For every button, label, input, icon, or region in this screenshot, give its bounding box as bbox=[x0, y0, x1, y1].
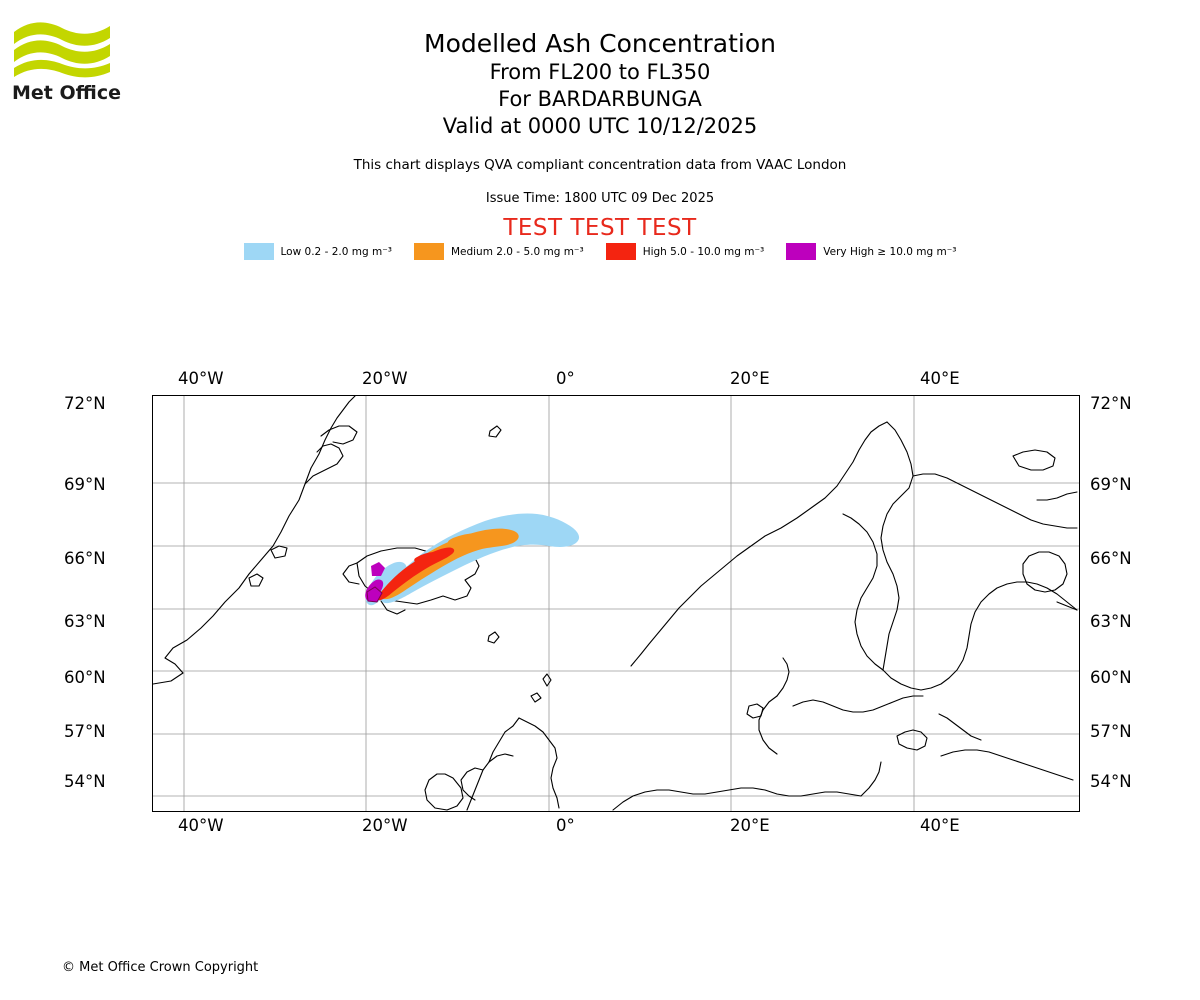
ytick-left-60N: 60°N bbox=[64, 668, 106, 687]
legend-label-high: High 5.0 - 10.0 mg m⁻³ bbox=[642, 245, 765, 258]
met-office-logo-text: Met Office bbox=[12, 82, 121, 104]
ytick-left-63N: 63°N bbox=[64, 612, 106, 631]
ash-plume bbox=[365, 513, 579, 605]
legend-swatch-low bbox=[244, 243, 274, 260]
map-plot-area[interactable] bbox=[152, 395, 1080, 812]
graticule bbox=[153, 396, 1079, 811]
legend-item-low bbox=[244, 243, 392, 260]
xtick-top-0: 0° bbox=[556, 369, 575, 388]
coastlines bbox=[153, 396, 1077, 810]
legend-label-medium: Medium 2.0 - 5.0 mg m⁻³ bbox=[450, 245, 584, 258]
test-banner: TEST TEST TEST bbox=[503, 215, 697, 241]
ytick-right-54N: 54°N bbox=[1090, 772, 1132, 791]
xtick-top-40W: 40°W bbox=[178, 369, 224, 388]
legend-item-very-high bbox=[786, 243, 956, 260]
legend-swatch-very-high bbox=[786, 243, 816, 260]
legend-label-very-high: Very High ≥ 10.0 mg m⁻³ bbox=[823, 245, 957, 258]
title-flight-levels: From FL200 to FL350 bbox=[489, 60, 711, 84]
chart-title-block bbox=[0, 28, 1200, 140]
ytick-left-69N: 69°N bbox=[64, 475, 106, 494]
ytick-right-66N: 66°N bbox=[1090, 549, 1132, 568]
ytick-right-69N: 69°N bbox=[1090, 475, 1132, 494]
page-title: Modelled Ash Concentration bbox=[424, 29, 776, 58]
xtick-bottom-20E: 20°E bbox=[730, 816, 770, 835]
legend-item-medium bbox=[414, 243, 584, 260]
xtick-bottom-0: 0° bbox=[556, 816, 575, 835]
xtick-top-20W: 20°W bbox=[362, 369, 408, 388]
ytick-right-60N: 60°N bbox=[1090, 668, 1132, 687]
xtick-bottom-20W: 20°W bbox=[362, 816, 408, 835]
legend-swatch-high bbox=[606, 243, 636, 260]
chart-description: This chart displays QVA compliant concentration data from VAAC London bbox=[353, 157, 847, 173]
legend-swatch-medium bbox=[414, 243, 444, 260]
copyright-notice: © Met Office Crown Copyright bbox=[62, 960, 259, 975]
issue-time: Issue Time: 1800 UTC 09 Dec 2025 bbox=[485, 191, 715, 206]
xtick-top-20E: 20°E bbox=[730, 369, 770, 388]
title-valid-time: Valid at 0000 UTC 10/12/2025 bbox=[442, 114, 758, 138]
xtick-bottom-40W: 40°W bbox=[178, 816, 224, 835]
xtick-top-40E: 40°E bbox=[920, 369, 960, 388]
legend-item-high bbox=[606, 243, 765, 260]
ytick-left-54N: 54°N bbox=[64, 772, 106, 791]
legend-label-low: Low 0.2 - 2.0 mg m⁻³ bbox=[280, 245, 392, 258]
title-volcano: For BARDARBUNGA bbox=[498, 87, 702, 111]
ytick-right-63N: 63°N bbox=[1090, 612, 1132, 631]
ytick-right-72N: 72°N bbox=[1090, 394, 1132, 413]
ytick-left-72N: 72°N bbox=[64, 394, 106, 413]
xtick-bottom-40E: 40°E bbox=[920, 816, 960, 835]
ytick-left-66N: 66°N bbox=[64, 549, 106, 568]
ytick-right-57N: 57°N bbox=[1090, 722, 1132, 741]
map-svg bbox=[153, 396, 1079, 811]
concentration-legend bbox=[0, 243, 1200, 260]
ytick-left-57N: 57°N bbox=[64, 722, 106, 741]
